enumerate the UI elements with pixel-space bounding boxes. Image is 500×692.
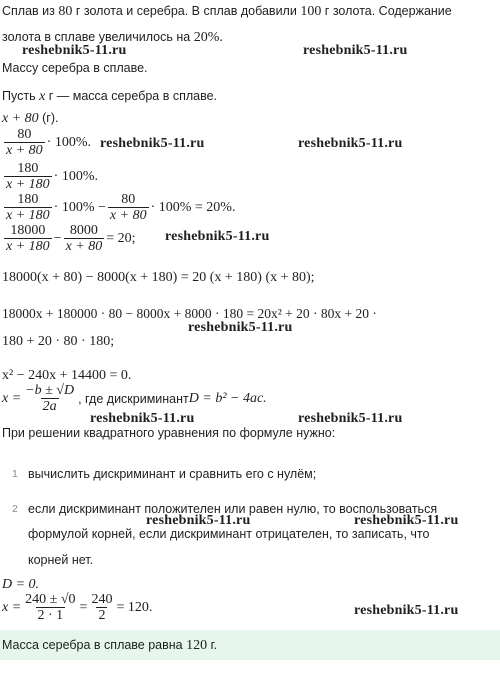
find-line: Массу серебра в сплаве. bbox=[2, 61, 148, 75]
watermark: reshebnik5-11.ru bbox=[303, 43, 408, 58]
problem-text: Сплав из bbox=[2, 4, 59, 18]
numerator: 240 ± √0 bbox=[25, 592, 76, 607]
alloy-mass: 80 bbox=[58, 4, 73, 19]
step-2-line-3: корней нет. bbox=[28, 553, 94, 567]
step-number: 2 bbox=[12, 503, 18, 515]
math-expression: · 100% = 20%. bbox=[150, 199, 236, 215]
fraction-row-4 bbox=[2, 223, 136, 254]
numerator: 180 bbox=[17, 161, 39, 176]
let-text: Пусть bbox=[2, 89, 40, 103]
denominator: x + 180 bbox=[6, 208, 50, 223]
denominator: 2a bbox=[42, 399, 57, 414]
watermark: reshebnik5-11.ru bbox=[354, 603, 459, 618]
math-expression: · 100% − bbox=[53, 199, 106, 215]
variable-x: x bbox=[39, 89, 46, 104]
math-expression: x + 80 bbox=[2, 111, 39, 126]
step-number: 1 bbox=[12, 468, 18, 480]
numerator: −b ± √D bbox=[25, 383, 75, 398]
root-row bbox=[2, 592, 152, 623]
discriminant-formula: D = b² − 4ac. bbox=[188, 390, 267, 406]
equation-6: 18000x + 180000 · 80 − 8000x + 8000 · 180 = 20x² + 20 · 80x + 20 · bbox=[2, 306, 377, 321]
watermark: reshebnik5-11.ru bbox=[354, 513, 459, 528]
problem-text: золота в сплаве увеличилось на bbox=[2, 30, 194, 44]
step-2-line-1: если дискриминант положителен или равен нулю, то воспользоваться bbox=[28, 502, 438, 516]
watermark: reshebnik5-11.ru bbox=[298, 136, 403, 151]
percent-increase: 20%. bbox=[193, 30, 223, 45]
problem-line-1 bbox=[2, 4, 452, 19]
answer-text: Масса серебра в сплаве равна bbox=[2, 638, 187, 652]
fraction-row-3 bbox=[2, 192, 235, 223]
discriminant-zero: D = 0. bbox=[2, 577, 40, 592]
math-expression: − bbox=[53, 230, 62, 246]
answer-text: г. bbox=[207, 638, 218, 652]
watermark: reshebnik5-11.ru bbox=[100, 136, 205, 151]
math-expression: x = bbox=[2, 599, 22, 615]
math-expression: · 100%. bbox=[53, 168, 98, 184]
watermark: reshebnik5-11.ru bbox=[298, 411, 403, 426]
denominator: x + 80 bbox=[109, 208, 147, 223]
fraction bbox=[4, 127, 45, 158]
numerator: 240 bbox=[91, 592, 113, 607]
fraction-row-1 bbox=[2, 127, 91, 158]
problem-text: г золота и серебра. В сплав добавили bbox=[72, 4, 301, 18]
let-line bbox=[2, 89, 217, 104]
fraction bbox=[108, 192, 149, 223]
alloy-expression bbox=[2, 111, 59, 126]
fraction bbox=[4, 223, 52, 254]
problem-text: г золота. Содержание bbox=[321, 4, 452, 18]
math-expression: · 100%. bbox=[46, 134, 91, 150]
fraction bbox=[4, 161, 52, 192]
numerator: 18000 bbox=[10, 223, 46, 238]
fraction-row-2 bbox=[2, 161, 98, 192]
watermark: reshebnik5-11.ru bbox=[146, 513, 251, 528]
math-expression: = 20; bbox=[106, 230, 136, 246]
denominator: x + 80 bbox=[65, 239, 103, 254]
watermark: reshebnik5-11.ru bbox=[188, 320, 293, 335]
denominator: 2 bbox=[98, 608, 106, 623]
equation-8: x² − 240x + 14400 = 0. bbox=[2, 368, 132, 383]
denominator: x + 80 bbox=[6, 143, 43, 158]
numerator: 180 bbox=[17, 192, 39, 207]
watermark: reshebnik5-11.ru bbox=[22, 43, 127, 58]
fraction bbox=[23, 592, 77, 623]
fraction bbox=[89, 592, 114, 623]
rule-intro: При решении квадратного уравнения по формуле нужно: bbox=[2, 426, 336, 440]
answer-value: 120 bbox=[186, 638, 208, 653]
watermark: reshebnik5-11.ru bbox=[90, 411, 195, 426]
watermark: reshebnik5-11.ru bbox=[165, 229, 270, 244]
numerator: 80 bbox=[121, 192, 136, 207]
numerator: 80 bbox=[17, 127, 32, 142]
fraction bbox=[23, 383, 76, 414]
formula-text: , где дискриминант bbox=[78, 391, 189, 406]
equation-5: 18000(x + 80) − 8000(x + 180) = 20 (x + 180) (x + 80); bbox=[2, 270, 315, 285]
equation-7: 180 + 20 · 80 · 180; bbox=[2, 334, 115, 349]
math-expression: = bbox=[79, 599, 88, 615]
denominator: x + 180 bbox=[6, 177, 50, 192]
fraction bbox=[4, 192, 52, 223]
answer-line bbox=[2, 638, 217, 654]
math-expression: x = bbox=[2, 390, 22, 406]
math-expression: = 120. bbox=[116, 599, 153, 615]
unit-text: (г). bbox=[38, 111, 59, 125]
added-gold-mass: 100 bbox=[300, 4, 322, 19]
step-2-line-2: формулой корней, если дискриминант отрицателен, то записать, что bbox=[28, 527, 430, 541]
let-text: г — масса серебра в сплаве. bbox=[45, 89, 218, 103]
quadratic-formula-row bbox=[2, 383, 267, 414]
denominator: 2 · 1 bbox=[37, 608, 64, 623]
step-1-text: вычислить дискриминант и сравнить его с нулём; bbox=[28, 467, 317, 481]
fraction bbox=[64, 223, 105, 254]
numerator: 8000 bbox=[69, 223, 98, 238]
denominator: x + 180 bbox=[6, 239, 50, 254]
